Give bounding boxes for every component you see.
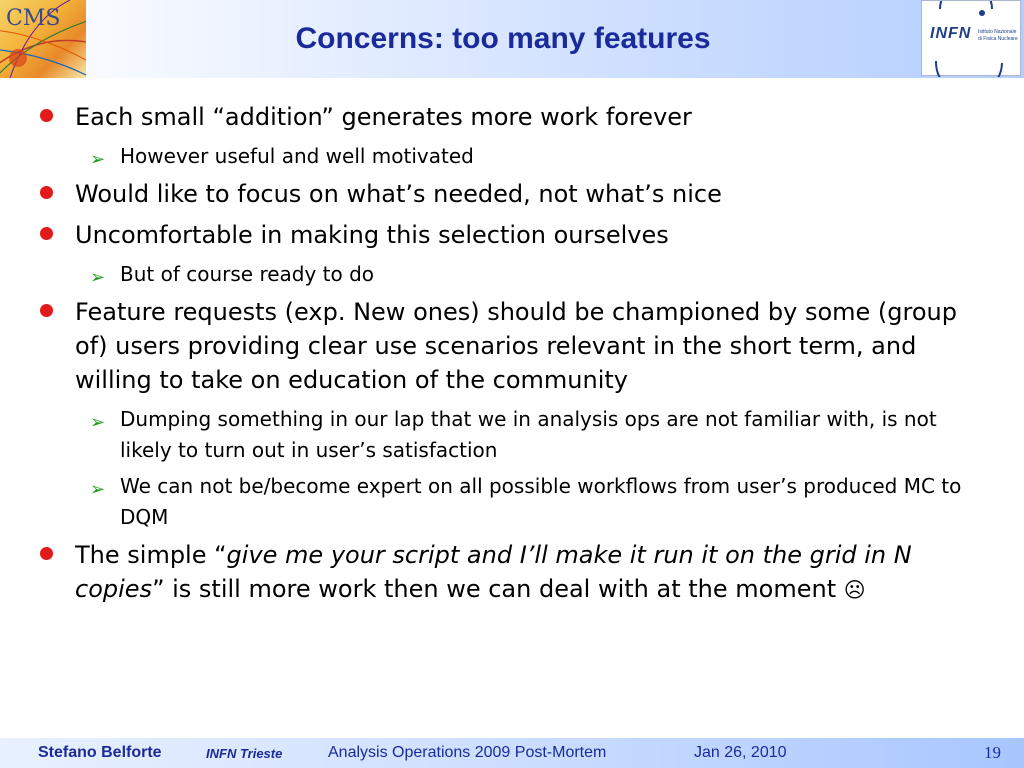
bullet-item: [38, 538, 988, 607]
green-arrow-bullet-icon: ➢: [90, 412, 106, 433]
red-dot-bullet-icon: [40, 186, 53, 199]
bullet-item: [38, 100, 988, 134]
green-arrow-bullet-icon: ➢: [90, 149, 106, 170]
frown-face-icon: ☹: [843, 578, 866, 602]
infn-logo-line1: Istituto Nazionale: [978, 29, 1017, 35]
bullet-item: [38, 295, 988, 397]
slide-body: [38, 100, 988, 614]
bullet-item: [38, 218, 988, 252]
bullet-text: Would like to focus on what’s needed, not what’s nice: [75, 180, 722, 208]
bullet-text-suffix: ” is still more work then we can deal with at the moment: [152, 575, 844, 603]
sub-bullet-item: [38, 141, 988, 172]
infn-logo-name: INFN: [930, 25, 972, 42]
footer-date: Jan 26, 2010: [694, 744, 787, 761]
footer-institute: INFN Trieste: [206, 746, 283, 761]
red-dot-bullet-icon: [40, 547, 53, 560]
bullet-text: Each small “addition” generates more work forever: [75, 103, 692, 131]
sub-bullet-text: However useful and well motivated: [120, 144, 474, 168]
red-dot-bullet-icon: [40, 109, 53, 122]
page-number: 19: [984, 743, 1001, 762]
bullet-text-prefix: The simple “: [75, 541, 227, 569]
bullet-text-quote: give me your script and I’ll make it run it on the grid in N copies: [75, 541, 912, 603]
sub-bullet-text: But of course ready to do: [120, 262, 375, 286]
sub-bullet-item: [38, 259, 988, 290]
bullet-item: [38, 177, 988, 211]
red-dot-bullet-icon: [40, 227, 53, 240]
red-dot-bullet-icon: [40, 304, 53, 317]
bullet-text: Feature requests (exp. New ones) should be championed by some (group of) users providing clear use scenarios relevant in the short term, and willing to take on education of the community: [75, 298, 957, 394]
bullet-text: Uncomfortable in making this selection ourselves: [75, 221, 669, 249]
cms-logo-text: CMS: [6, 6, 61, 31]
green-arrow-bullet-icon: ➢: [90, 479, 106, 500]
sub-bullet-text: Dumping something in our lap that we in analysis ops are not familiar with, is not likely to turn out in user’s satisfaction: [120, 407, 937, 462]
footer-talk-title: Analysis Operations 2009 Post-Mortem: [328, 744, 607, 761]
infn-logo-line2: di Fisica Nucleare: [978, 36, 1018, 42]
sub-bullet-item: [38, 471, 988, 533]
infn-logo: [921, 0, 1021, 76]
slide-header: [0, 0, 1024, 78]
green-arrow-bullet-icon: ➢: [90, 267, 106, 288]
sub-bullet-text: We can not be/become expert on all possible workflows from user’s produced MC to DQM: [120, 474, 962, 529]
slide-footer: [0, 738, 1024, 768]
slide-title: Concerns: too many features: [295, 22, 711, 55]
sub-bullet-item: [38, 404, 988, 466]
footer-author: Stefano Belforte: [38, 744, 162, 761]
